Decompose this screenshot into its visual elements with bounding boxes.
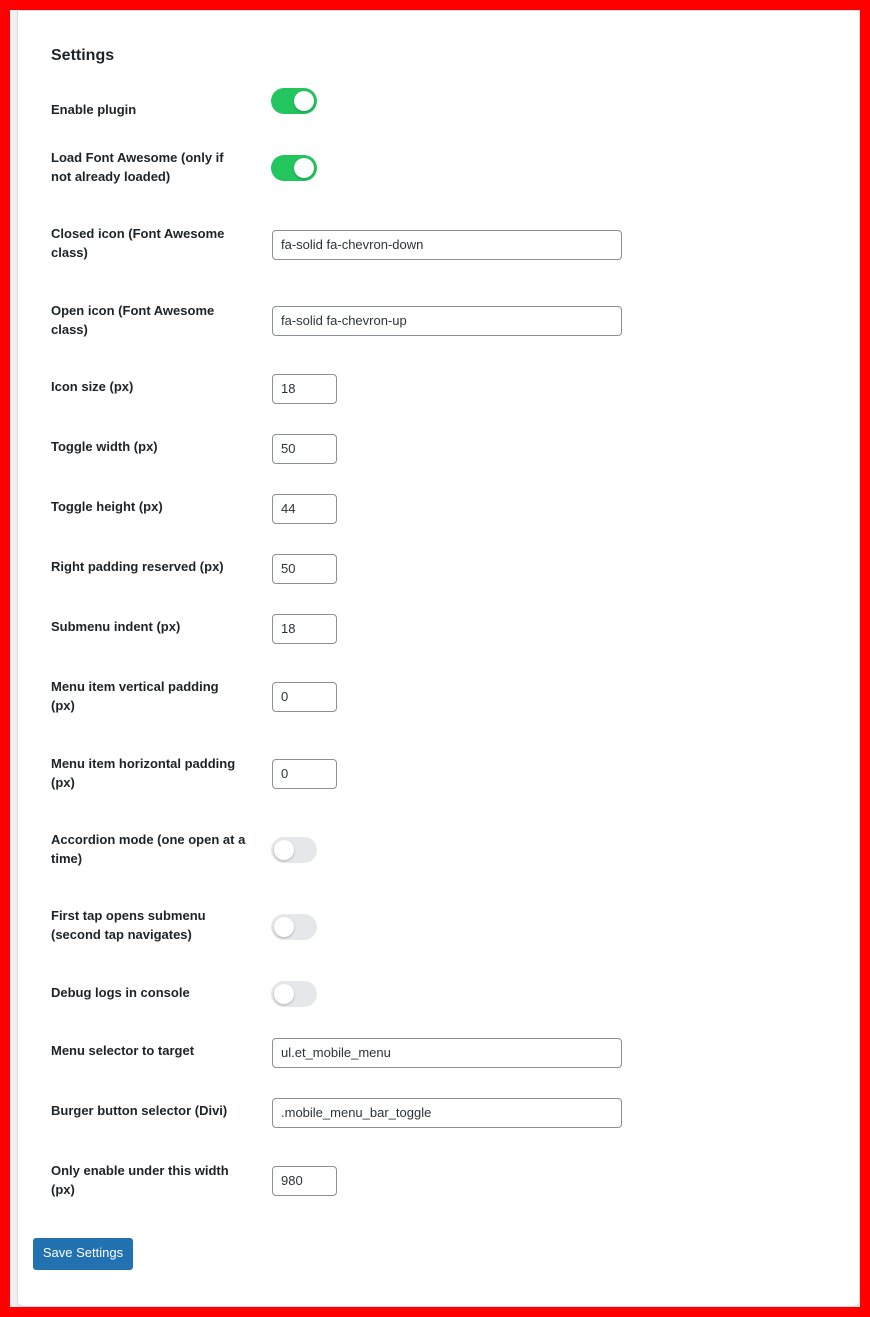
menu-selector-label: Menu selector to target bbox=[51, 1043, 195, 1058]
first-tap-label: First tap opens submenu (second tap navigates) bbox=[51, 908, 206, 942]
right-padding-label: Right padding reserved (px) bbox=[51, 559, 224, 574]
icon-size-label: Icon size (px) bbox=[51, 379, 134, 394]
toggle-height-label: Toggle height (px) bbox=[51, 499, 163, 514]
debug-logs-toggle[interactable] bbox=[271, 981, 317, 1007]
load-font-awesome-label: Load Font Awesome (only if not already loaded) bbox=[51, 150, 224, 184]
max-width-input[interactable]: 980 bbox=[272, 1166, 337, 1196]
toggle-knob bbox=[274, 984, 294, 1004]
item-vertical-padding-label: Menu item vertical padding (px) bbox=[51, 679, 219, 713]
max-width-label: Only enable under this width (px) bbox=[51, 1163, 229, 1197]
toggle-knob bbox=[274, 917, 294, 937]
closed-icon-input[interactable]: fa-solid fa-chevron-down bbox=[272, 230, 622, 260]
debug-logs-label: Debug logs in console bbox=[51, 985, 190, 1000]
save-settings-button[interactable]: Save Settings bbox=[33, 1238, 133, 1270]
right-padding-input[interactable]: 50 bbox=[272, 554, 337, 584]
enable-plugin-label: Enable plugin bbox=[51, 102, 137, 117]
item-horizontal-padding-input[interactable]: 0 bbox=[272, 759, 337, 789]
open-icon-label: Open icon (Font Awesome class) bbox=[51, 303, 215, 337]
accordion-mode-label: Accordion mode (one open at a time) bbox=[51, 832, 246, 866]
first-tap-toggle[interactable] bbox=[271, 914, 317, 940]
toggle-knob bbox=[294, 91, 314, 111]
burger-selector-input[interactable]: .mobile_menu_bar_toggle bbox=[272, 1098, 622, 1128]
icon-size-input[interactable]: 18 bbox=[272, 374, 337, 404]
page-title: Settings bbox=[51, 47, 115, 64]
burger-selector-label: Burger button selector (Divi) bbox=[51, 1103, 228, 1118]
item-vertical-padding-input[interactable]: 0 bbox=[272, 682, 337, 712]
settings-panel bbox=[17, 10, 860, 1307]
accordion-mode-toggle[interactable] bbox=[271, 837, 317, 863]
enable-plugin-toggle[interactable] bbox=[271, 88, 317, 114]
toggle-knob bbox=[294, 158, 314, 178]
submenu-indent-label: Submenu indent (px) bbox=[51, 619, 181, 634]
toggle-width-input[interactable]: 50 bbox=[272, 434, 337, 464]
menu-selector-input[interactable]: ul.et_mobile_menu bbox=[272, 1038, 622, 1068]
closed-icon-label: Closed icon (Font Awesome class) bbox=[51, 226, 225, 260]
open-icon-input[interactable]: fa-solid fa-chevron-up bbox=[272, 306, 622, 336]
page-frame bbox=[10, 10, 860, 1307]
item-horizontal-padding-label: Menu item horizontal padding (px) bbox=[51, 756, 236, 790]
toggle-width-label: Toggle width (px) bbox=[51, 439, 158, 454]
load-font-awesome-toggle[interactable] bbox=[271, 155, 317, 181]
toggle-knob bbox=[274, 840, 294, 860]
toggle-height-input[interactable]: 44 bbox=[272, 494, 337, 524]
submenu-indent-input[interactable]: 18 bbox=[272, 614, 337, 644]
